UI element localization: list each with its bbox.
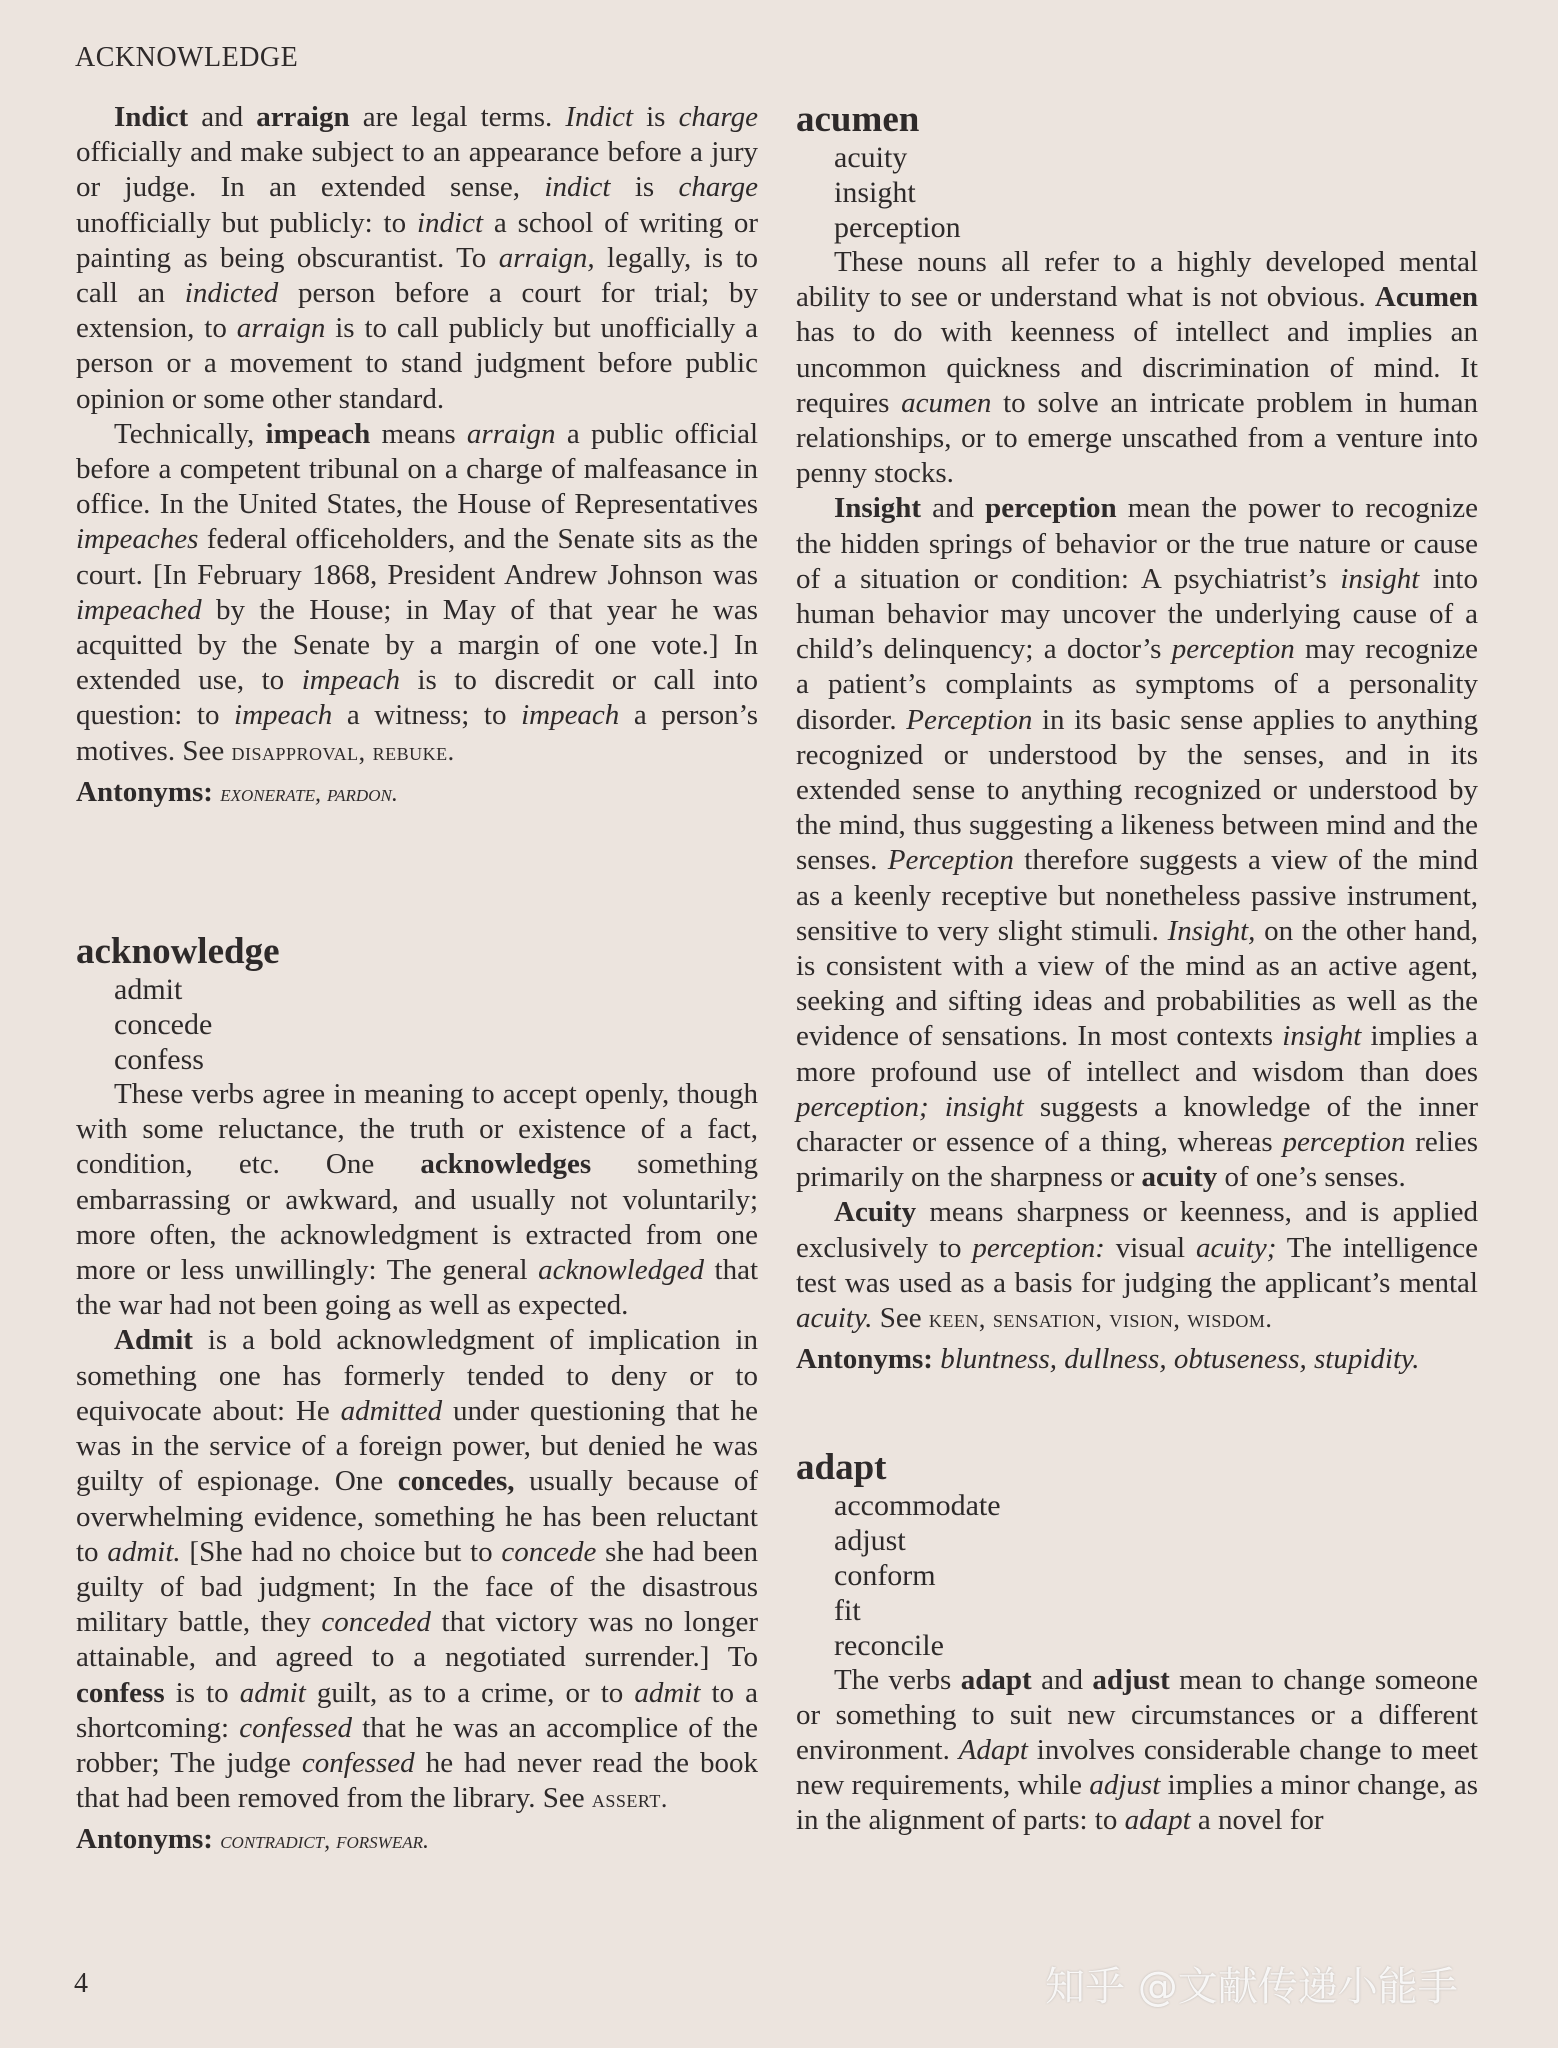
italic-term: admit xyxy=(634,1676,701,1709)
italic-term: acuity. xyxy=(796,1302,873,1335)
text-run: of one’s senses. xyxy=(1217,1161,1406,1194)
text-run: means sharpness or keenness, and is applied exclusively to xyxy=(796,1196,1478,1264)
paragraph xyxy=(796,1195,1478,1336)
bold-term: impeach xyxy=(265,417,371,450)
italic-term: arraign xyxy=(466,417,556,450)
text-run: mean the power to recognize the hidden springs of behavior or the true nature or cause of a situation or condition: A psychiatrist’s xyxy=(796,492,1478,595)
left-column xyxy=(76,100,758,1860)
italic-term: arraign xyxy=(236,312,326,345)
right-column xyxy=(796,100,1478,1839)
text-run: guilt, as to a crime, or to xyxy=(305,1676,635,1709)
antonyms-line xyxy=(796,1342,1478,1377)
paragraph xyxy=(796,1663,1478,1839)
synonym: reconcile xyxy=(834,1628,944,1662)
text-run: a school of writing or painting as being obscurantist. To xyxy=(76,206,759,274)
text-run: by the House; in May of that year he was acquitted by the Senate by a margin of one vote.] In extended use, to xyxy=(76,593,758,697)
italic-term: charge xyxy=(678,171,758,204)
text-run: These verbs agree in meaning to accept openly, though with some reluctance, the truth or existence of a fact, condition, etc. One xyxy=(76,1078,758,1181)
italic-term: perception: xyxy=(972,1231,1105,1264)
italic-term: indicted xyxy=(184,277,279,310)
bold-term: arraign xyxy=(256,101,350,133)
italic-term: admitted xyxy=(340,1394,443,1427)
italic-term: adjust xyxy=(1089,1769,1161,1802)
text-run: legally, is to call an xyxy=(76,241,759,310)
italic-term: impeach xyxy=(521,699,620,732)
text-run: federal officeholders, and the Senate sits as the court. [In February 1868, President Andrew Johnson was xyxy=(76,523,758,591)
text-run: therefore suggests a view of the mind as a keenly receptive but nonetheless passive instrument, sensitive to very slight stimuli. xyxy=(796,844,1478,947)
italic-term: charge xyxy=(678,101,759,133)
synonym: adjust xyxy=(834,1523,906,1557)
text-run: usually because of overwhelming evidence, something he has been reluctant to xyxy=(76,1465,758,1568)
italic-term: admit xyxy=(239,1676,306,1709)
italic-term: insight xyxy=(944,1090,1024,1123)
paragraph xyxy=(796,491,1478,1195)
bold-term: concedes, xyxy=(397,1465,515,1498)
antonyms-label: Antonyms: xyxy=(76,1823,213,1856)
synonym: accommodate xyxy=(834,1488,1001,1522)
text-run: involves considerable change to meet new requirements, while xyxy=(796,1733,1478,1802)
text-run: unofficially but publicly: to xyxy=(76,206,417,239)
synonym: insight xyxy=(834,176,916,209)
cross-reference: keen, sensation, vision, wisdom. xyxy=(928,1304,1273,1334)
italic-term: conceded xyxy=(321,1606,431,1639)
bold-term: confess xyxy=(76,1676,165,1709)
text-run: a person’s motives. See xyxy=(76,699,758,767)
running-head: ACKNOWLEDGE xyxy=(75,42,299,73)
bold-term: Acumen xyxy=(1374,281,1478,314)
bold-term: acknowledges xyxy=(420,1148,592,1181)
synonym: fit xyxy=(834,1593,861,1627)
text-run: implies a more profound use of intellect and wisdom than does xyxy=(796,1020,1478,1088)
italic-term: arraign, xyxy=(498,241,595,274)
text-run: a witness; to xyxy=(332,699,522,732)
bold-term: Acuity xyxy=(834,1196,917,1229)
paragraph xyxy=(796,245,1478,491)
entry-headword: adapt xyxy=(796,1446,887,1488)
entry-headword: acknowledge xyxy=(76,931,280,973)
italic-term: indict xyxy=(544,171,611,204)
text-run: suggests a knowledge of the inner character or essence of a thing, whereas xyxy=(796,1090,1478,1159)
text-run: and xyxy=(1031,1663,1093,1696)
italic-term: adapt xyxy=(1124,1804,1191,1837)
italic-term: admit. xyxy=(107,1535,181,1568)
italic-term: Insight, xyxy=(1167,914,1256,947)
text-run: in its basic sense applies to anything recognized or understood by the senses, and in its extended sense to anything recognized or understood by the mind, thus suggesting a likeness between mind and the senses. xyxy=(796,703,1478,877)
cross-reference: disapproval, rebuke. xyxy=(231,736,455,766)
antonyms-list: bluntness, dullness, obtuseness, stupidity. xyxy=(940,1343,1420,1376)
bold-term: Indict xyxy=(114,101,189,133)
text-run: is xyxy=(610,171,679,204)
text-run: relies primarily on the sharpness or xyxy=(796,1126,1478,1194)
antonyms-line xyxy=(76,1822,758,1859)
paragraph xyxy=(76,100,758,417)
bold-term: Admit xyxy=(114,1324,193,1357)
text-run: may recognize a patient’s complaints as symptoms of a personality disorder. xyxy=(796,633,1478,736)
italic-term: impeaches xyxy=(76,523,199,556)
italic-term: perception xyxy=(1282,1126,1406,1159)
text-run xyxy=(929,1091,945,1123)
italic-term: perception; xyxy=(796,1090,929,1123)
text-run: is to xyxy=(164,1676,240,1709)
bold-term: acuity xyxy=(1141,1161,1218,1194)
synonym: confess xyxy=(114,1043,204,1077)
entry-spacer xyxy=(76,812,758,932)
text-run: means xyxy=(370,417,467,450)
synonym: perception xyxy=(834,211,961,244)
text-run: and xyxy=(921,492,986,525)
text-run: under questioning that he was in the service of a foreign power, but denied he was guilty of espionage. One xyxy=(76,1394,758,1498)
italic-term: impeach xyxy=(234,699,333,732)
paragraph xyxy=(76,417,758,769)
antonyms-label: Antonyms: xyxy=(76,775,213,808)
entry-spacer xyxy=(796,1378,1478,1448)
paragraph xyxy=(76,1323,758,1816)
text-run: is to discredit or call into question: to xyxy=(76,664,759,732)
antonyms-line xyxy=(76,775,758,812)
italic-term: insight xyxy=(1282,1020,1362,1053)
italic-term: acknowledged xyxy=(538,1254,704,1287)
text-run: See xyxy=(872,1302,929,1335)
text-run: to a shortcoming: xyxy=(76,1676,758,1744)
italic-term: Perception xyxy=(887,844,1014,877)
text-run: implies a minor change, as in the alignment of parts: to xyxy=(796,1769,1478,1837)
text-run: something embarrassing or awkward, and usually not voluntarily; more often, the acknowledgment is extracted from one more or less unwillingly: The general xyxy=(76,1148,758,1287)
antonyms-list: contradict, forswear. xyxy=(220,1828,429,1855)
paragraph xyxy=(76,1077,758,1323)
italic-term: indict xyxy=(416,206,483,239)
text-run: that victory was no longer attainable, and agreed to a negotiated surrender.] To xyxy=(76,1606,758,1674)
text-run: officially and make subject to an appearance before a jury or judge. In an extended sense, xyxy=(76,136,758,204)
text-run: visual xyxy=(1104,1231,1196,1264)
italic-term: Indict xyxy=(565,101,634,133)
italic-term: acuity; xyxy=(1195,1231,1277,1264)
text-run: into human behavior may uncover the underlying cause of a child’s delinquency; a doctor’s xyxy=(796,562,1478,666)
italic-term: impeach xyxy=(301,664,400,697)
antonyms-label: Antonyms: xyxy=(796,1343,933,1376)
italic-term: insight xyxy=(1340,562,1420,595)
italic-term: Perception xyxy=(906,703,1033,736)
synonym: acuity xyxy=(834,141,908,174)
text-run: has to do with keenness of intellect and implies an uncommon quickness and discrimination of mind. It requires xyxy=(796,316,1478,419)
text-run: [She had no choice but to xyxy=(180,1535,502,1568)
text-run: is to call publicly but unofficially a person or a movement to stand judgment before public opinion or some other standard. xyxy=(76,312,758,415)
text-run: he had never read the book that had been removed from the library. See xyxy=(76,1746,758,1815)
text-run: are legal terms. xyxy=(349,101,566,133)
entry-headword: acumen xyxy=(796,99,920,140)
italic-term: acumen xyxy=(901,386,992,419)
text-run: The verbs xyxy=(834,1663,961,1696)
text-run: mean to change someone or something to suit new circumstances or a different environment. xyxy=(796,1663,1478,1766)
italic-term: confessed xyxy=(301,1746,415,1779)
italic-term: impeached xyxy=(76,593,202,626)
bold-term: adjust xyxy=(1092,1663,1170,1696)
italic-term: concede xyxy=(501,1535,597,1568)
text-run: is a bold acknowledgment of implication in something one has formerly tended to deny or to equivocate about: He xyxy=(76,1324,758,1427)
text-run: and xyxy=(188,101,257,133)
text-run: These nouns all refer to a highly developed mental ability to see or understand what is not obvious. xyxy=(796,246,1478,314)
antonyms-list: exonerate, pardon. xyxy=(220,780,398,807)
text-run: person before a court for trial; by extension, to xyxy=(76,277,759,345)
text-run: on the other hand, is consistent with a view of the mind as an active agent, seeking and sifting ideas and probabilities as well as the evidence of sensations. In most contexts xyxy=(796,914,1478,1053)
text-run: Technically, xyxy=(114,417,266,450)
watermark: 知乎 @文献传递小能手 xyxy=(1045,1964,1458,2010)
text-run: to solve an intricate problem in human relationships, or to emerge unscathed from a venture into penny stocks. xyxy=(796,386,1478,490)
cross-reference: assert. xyxy=(591,1784,668,1814)
text-run: a novel for xyxy=(1190,1804,1324,1837)
italic-term: perception xyxy=(1171,633,1295,666)
text-run: that he was an accomplice of the robber; The judge xyxy=(76,1711,758,1779)
bold-term: Insight xyxy=(834,492,922,525)
page-number: 4 xyxy=(74,1968,88,1999)
synonym: concede xyxy=(114,1008,213,1042)
text-run: a public official before a competent tribunal on a charge of malfeasance in office. In the United States, the House of Representatives xyxy=(76,417,759,521)
bold-term: perception xyxy=(985,492,1117,525)
synonym: admit xyxy=(114,973,183,1007)
italic-term: confessed xyxy=(239,1711,352,1744)
text-run: she had been guilty of bad judgment; In the face of the disastrous military battle, they xyxy=(76,1535,758,1639)
text-run: is xyxy=(633,101,679,133)
synonym: conform xyxy=(834,1558,936,1592)
italic-term: Adapt xyxy=(958,1733,1028,1766)
text-run: The intelligence test was used as a basis for judging the applicant’s mental xyxy=(796,1231,1478,1299)
text-run: that the war had not been going as well as expected. xyxy=(76,1254,758,1322)
bold-term: adapt xyxy=(960,1663,1032,1696)
